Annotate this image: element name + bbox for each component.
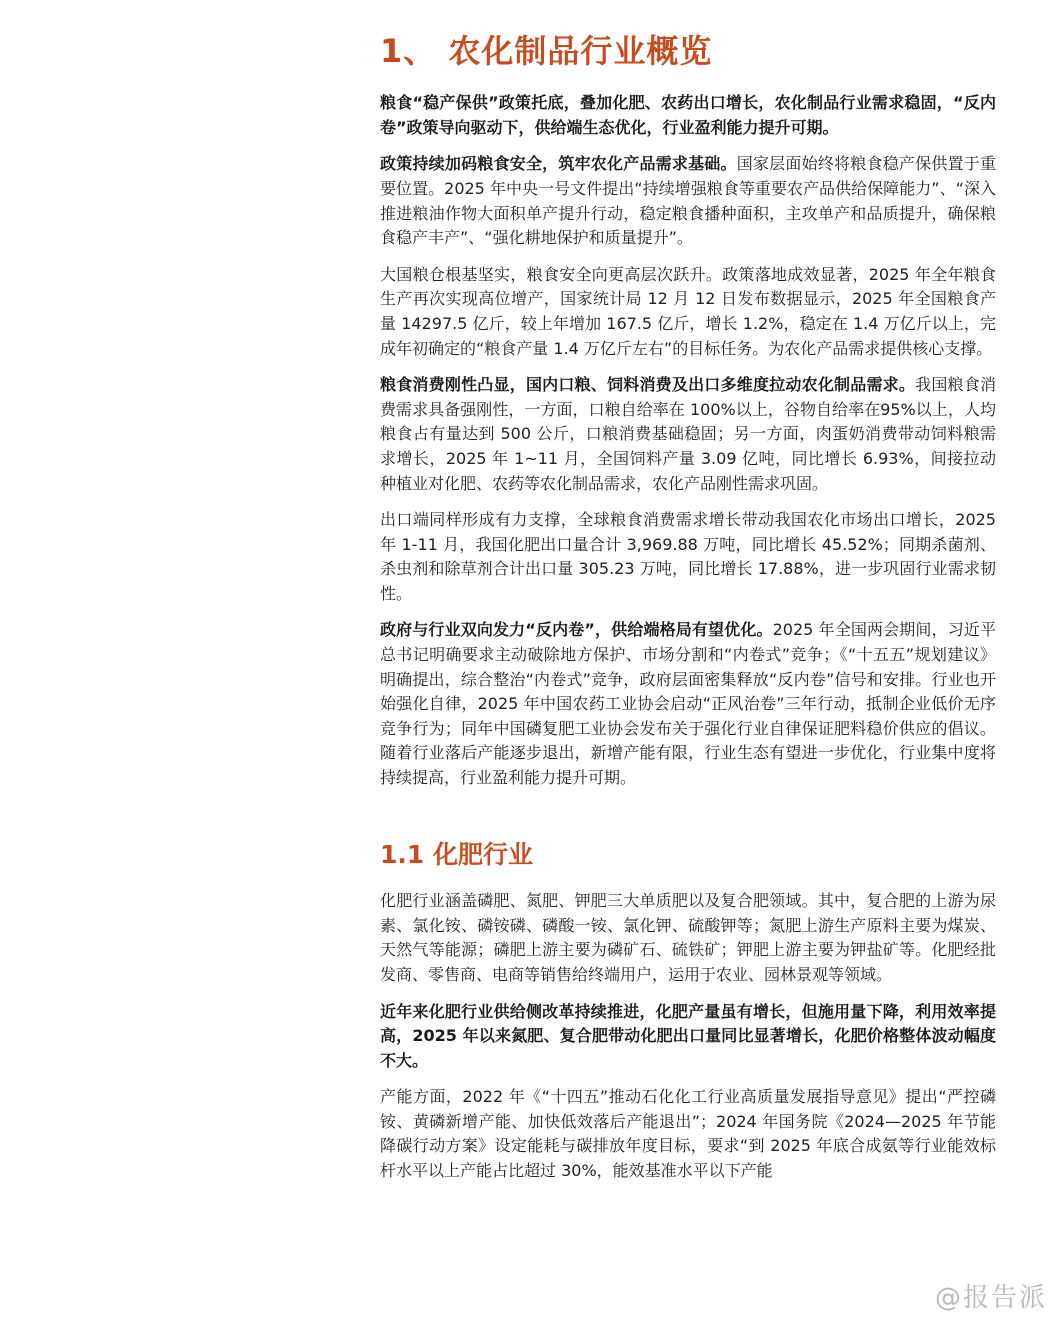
grain-output-paragraph: 大国粮仓根基坚实，粮食安全向更高层次跃升。政策落地成效显著，2025 年全年粮食生产再次实现高位增产，国家统计局 12 月 12 日发布数据显示，2025 年全国粮食产量 14297.5 亿斤，较上年增加 167.5 亿斤，增长 1.2%，稳定在 1.4 万亿斤以上，完成年初确定的“粮食产量 1.4 万亿斤左右”的目标任务。为农化产品需求提供核心支撑。	[380, 264, 996, 358]
anti-involution-text: 2025 年全国两会期间，习近平总书记明确要求主动破除地方保护、市场分割和“内卷式”竞争；《“十五五”规划建议》明确提出，综合整治“内卷式”竞争，政府层面密集释放“反内卷”信号和安排。行业也开始强化自律，2025 年中国农药工业协会启动“正风治卷”三年行动，抵制企业低价无序竞争行为；同年中国磷复肥工业协会发布关于强化行业自律保证肥料稳价供应的倡议。随着行业落后产能逐步退出，新增产能有限，行业生态有望进一步优化，行业集中度将持续提高，行业盈利能力提升可期。	[380, 620, 996, 788]
policy-lead-in: 政策持续加码粮食安全，筑牢农化产品需求基础。	[380, 154, 737, 174]
policy-text: 国家层面始终将粮食稳产保供置于重要位置。2025 年中央一号文件提出“持续增强粮食等重要农产品供给保障能力”、“深入推进粮油作物大面积单产提升行动，稳定粮食播种面积，主攻单产和品质提升，确保粮食稳产丰产”、“强化耕地保护和质量提升”。	[380, 154, 996, 248]
anti-involution-lead-in: 政府与行业双向发力“反内卷”，供给端格局有望优化。	[380, 620, 773, 640]
fertilizer-overview-paragraph: 化肥行业涵盖磷肥、氮肥、钾肥三大单质肥以及复合肥领域。其中，复合肥的上游为尿素、氯化铵、磷铵磷、磷酸一铵、氯化钾、硫酸钾等；氮肥上游生产原料主要为煤炭、天然气等能源；磷肥上游主要为磷矿石、硫铁矿；钾肥上游主要为钾盐矿等。化肥经批发商、零售商、电商等销售给终端用户，运用于农业、园林景观等领域。	[380, 891, 996, 984]
capacity-paragraph: 产能方面，2022 年《“十四五”推动石化化工行业高质量发展指导意见》提出“严控磷铵、黄磷新增产能、加快低效落后产能退出”；2024 年国务院《2024—2025 年节能降碳行动方案》设定能耗与碳排放年度目标，要求“到 2025 年底合成氨等行业能效标杆水平以上产能占比超过 30%，能效基准水平以下产能	[380, 1087, 996, 1181]
anti-involution-paragraph	[380, 618, 996, 790]
report-page-content	[380, 30, 996, 1196]
fertilizer-lead-paragraph: 近年来化肥行业供给侧改革持续推进，化肥产量虽有增长，但施用量下降，利用效率提高，2025 年以来氮肥、复合肥带动化肥出口量同比显著增长，化肥价格整体波动幅度不大。	[380, 1001, 996, 1070]
subsection-title: 1.1 化肥行业	[380, 839, 533, 869]
consumption-text: 我国粮食消费需求具备强刚性，一方面，口粮自给率在 100%以上，谷物自给率在95%以上，人均粮食占有量达到 500 公斤，口粮消费基础稳固；另一方面，肉蛋奶消费带动饲料粮需求增长，2025 年 1~11 月，全国饲料产量 3.09 亿吨，同比增长 6.93%，间接拉动种植业对化肥、农药等农化制品需求，农化产品刚性需求巩固。	[380, 375, 996, 493]
policy-paragraph	[380, 152, 996, 250]
consumption-lead-in: 粮食消费刚性凸显，国内口粮、饲料消费及出口多维度拉动农化制品需求。	[380, 375, 916, 395]
watermark: @报告派	[934, 1283, 1047, 1313]
section-lead-paragraph: 粮食“稳产保供”政策托底，叠加化肥、农药出口增长，农化制品行业需求稳固，“反内卷”政策导向驱动下，供给端生态优化，行业盈利能力提升可期。	[380, 93, 996, 137]
section-title: 1、 农化制品行业概览	[380, 32, 713, 70]
consumption-paragraph	[380, 373, 996, 496]
export-paragraph: 出口端同样形成有力支撑，全球粮食消费需求增长带动我国农化市场出口增长，2025 年 1-11 月，我国化肥出口量合计 3,969.88 万吨，同比增长 45.52%；同期杀菌剂、杀虫剂和除草剂合计出口量 305.23 万吨，同比增长 17.88%，进一步巩固行业需求韧性。	[380, 510, 996, 603]
